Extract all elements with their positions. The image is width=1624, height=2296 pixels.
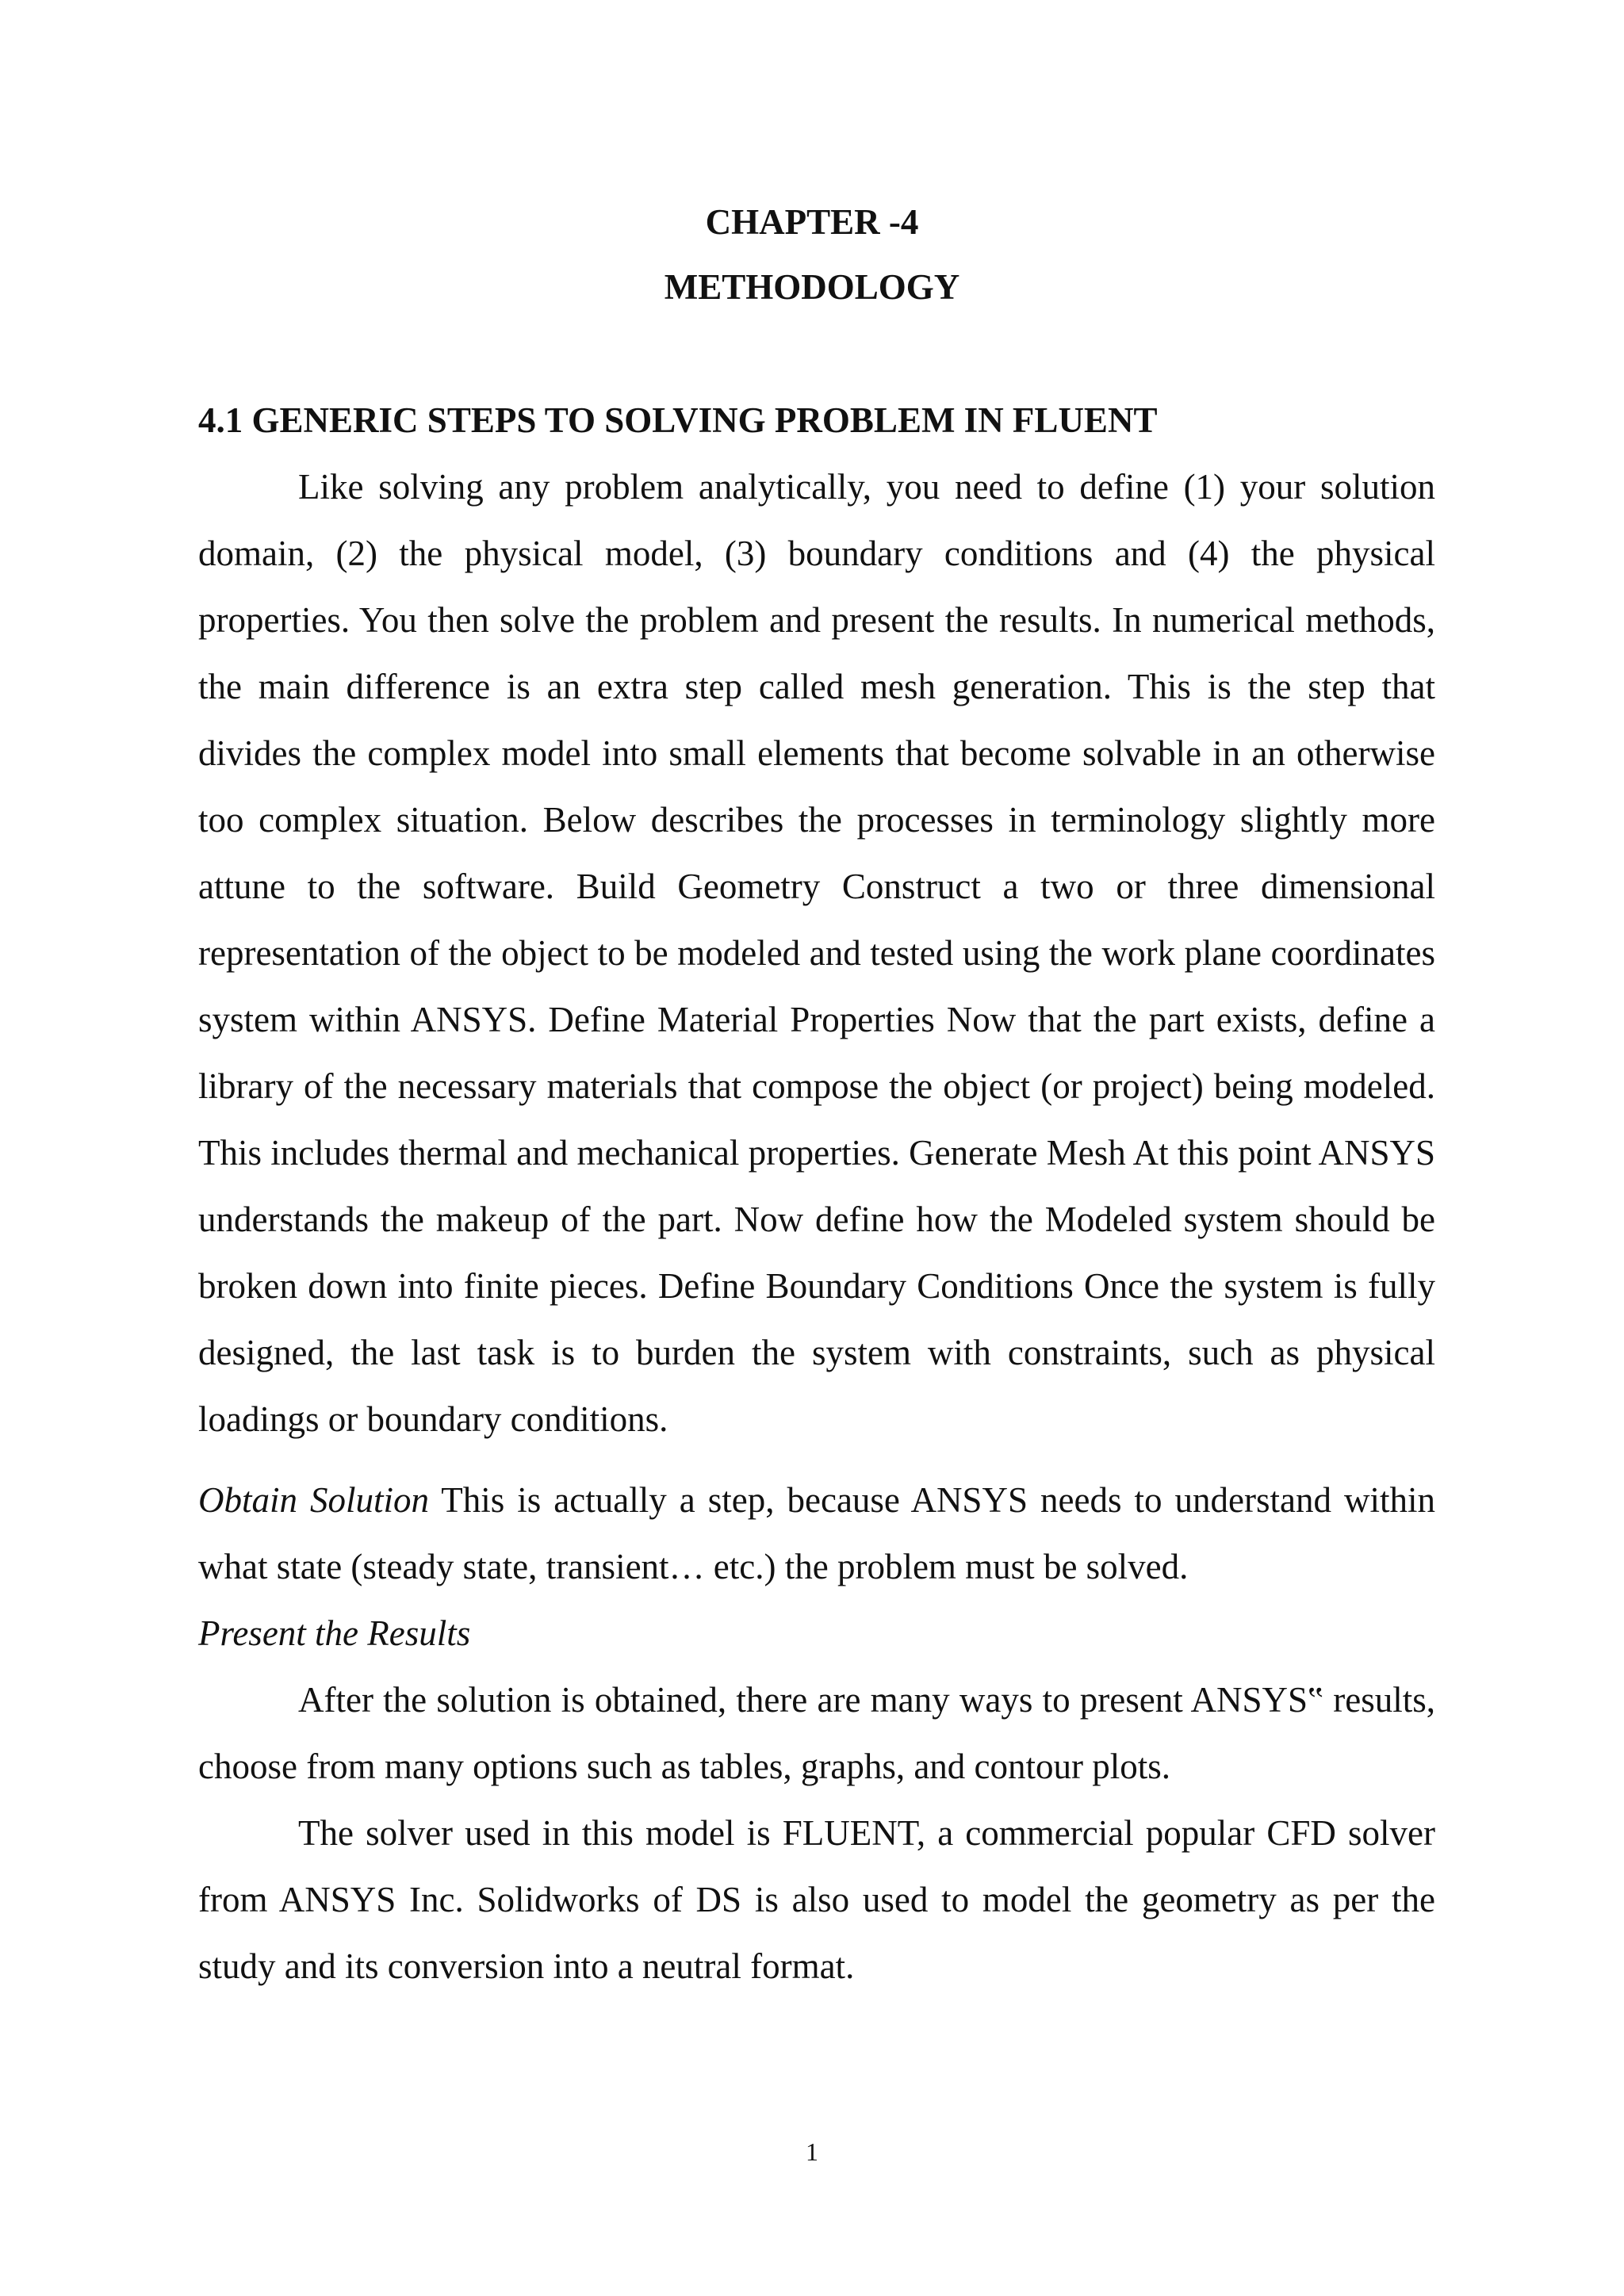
obtain-solution-text: This is actually a step, because ANSYS needs to understand within what state (steady state, transient… etc.) the problem must be solved. xyxy=(198,1480,1435,1586)
paragraph-present-results: After the solution is obtained, there are many ways to present ANSYS‟ results, choose from many options such as tables, graphs, and contour plots. xyxy=(198,1680,1435,1786)
paragraph-solver: The solver used in this model is FLUENT, a commercial popular CFD solver from ANSYS Inc. Solidworks of DS is also used to model the geometry as per the study and its conversion into a neutral format. xyxy=(198,1813,1435,1986)
present-results-heading: Present the Results xyxy=(198,1613,471,1653)
page-number: 1 xyxy=(806,2137,818,2166)
obtain-solution-label: Obtain Solution xyxy=(198,1480,430,1520)
paragraph-obtain-solution xyxy=(198,1467,1435,1600)
chapter-number: CHAPTER -4 xyxy=(705,202,919,242)
section-heading: 4.1 GENERIC STEPS TO SOLVING PROBLEM IN FLUENT xyxy=(198,400,1158,440)
chapter-title: METHODOLOGY xyxy=(664,267,960,307)
paragraph-solution-steps: Like solving any problem analytically, you need to define (1) your solution domain, (2) the physical model, (3) boundary conditions and (4) the physical properties. You then solve the problem and present the results. In numerical methods, the main difference is an extra step called mesh generation. This is the step that divides the complex model into small elements that become solvable in an otherwise too complex situation. Below describes the processes in terminology slightly more attune to the software. Build Geometry Construct a two or three dimensional representation of the object to be modeled and tested using the work plane coordinates system within ANSYS. Define Material Properties Now that the part exists, define a library of the necessary materials that compose the object (or project) being modeled. This includes thermal and mechanical properties. Generate Mesh At this point ANSYS understands the makeup of the part. Now define how the Modeled system should be broken down into finite pieces. Define Boundary Conditions Once the system is fully designed, the last task is to burden the system with constraints, such as physical loadings or boundary conditions. xyxy=(198,467,1435,1439)
